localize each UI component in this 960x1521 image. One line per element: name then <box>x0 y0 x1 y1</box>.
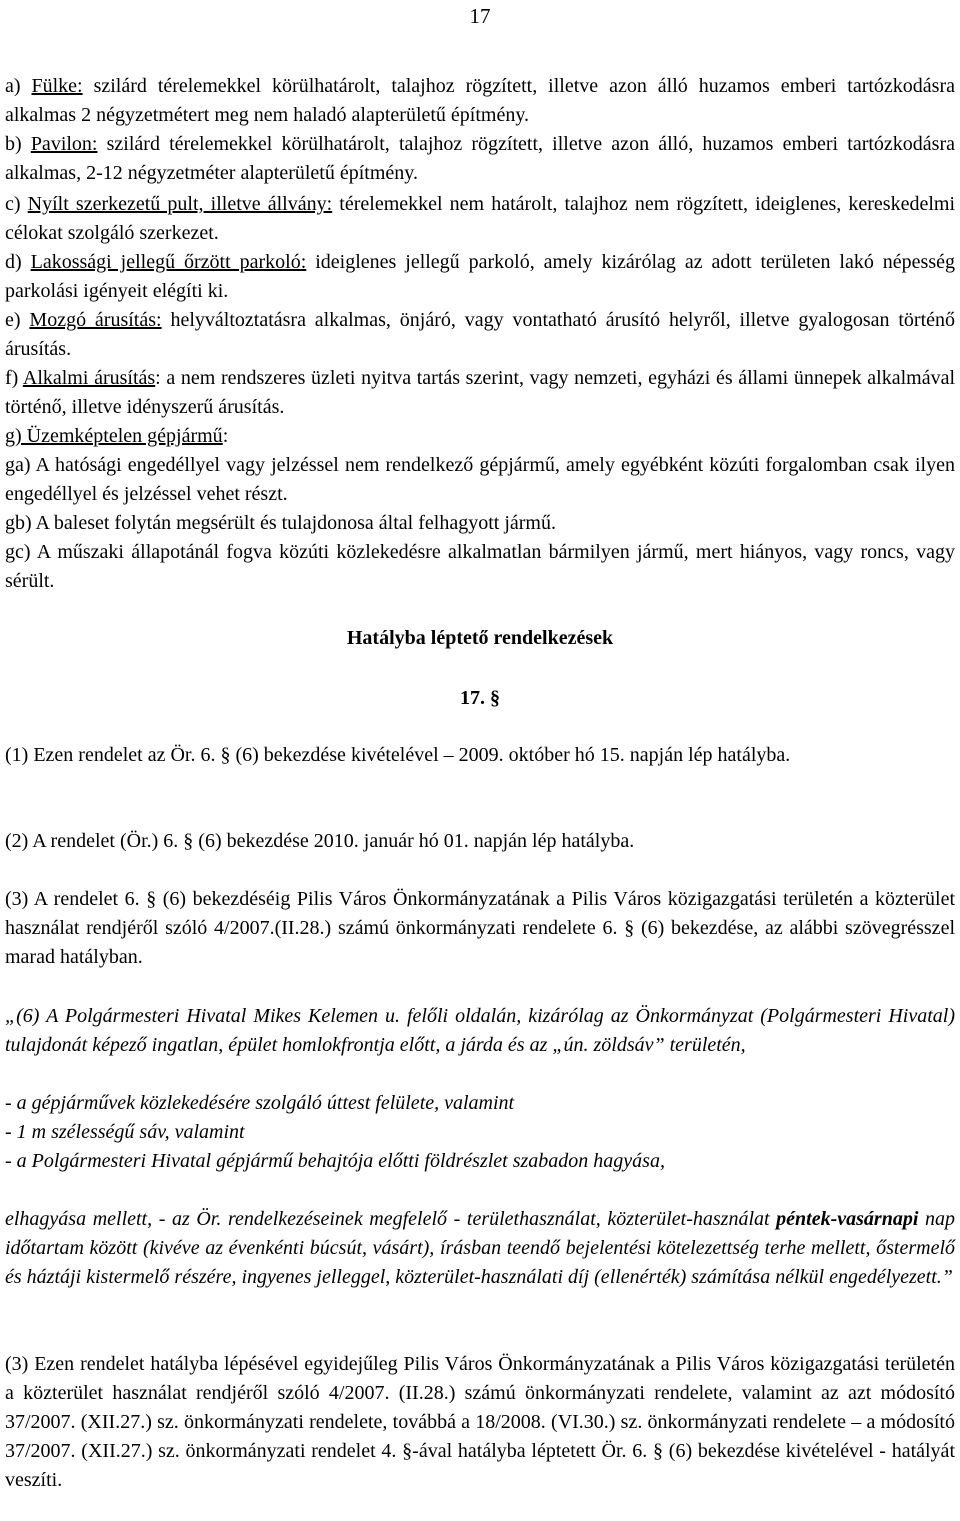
quote-list-item-2: - 1 m szélességű sáv, valamint <box>5 1121 245 1143</box>
section-number: 17. § <box>460 687 500 709</box>
quote-emphasis: péntek-vasárnapi <box>776 1208 919 1230</box>
definition-gb: gb) A baleset folytán megsérült és tulajdonosa által felhagyott jármű. <box>5 512 556 534</box>
definition-ga: ga) A hatósági engedéllyel vagy jelzéssel nem rendelkező gépjármű, amely egyébként közúti forgalomban csak ilyen engedéllyel és jelzéssel vehet részt. <box>5 454 955 505</box>
term-pavilon: Pavilon: <box>30 133 98 155</box>
term-orzott-parkolo: Lakossági jellegű őrzött parkoló: <box>30 251 307 273</box>
definition-e: e) Mozgó árusítás: helyváltoztatásra alkalmas, önjáró, vagy vontatható árusító helyről, illetve gyalogosan történő árusítás. <box>5 309 956 360</box>
paragraph-1: (1) Ezen rendelet az Ör. 6. § (6) bekezdése kivételével – 2009. október hó 15. napján lép hatályba. <box>5 744 791 766</box>
paragraph-3: (3) A rendelet 6. § (6) bekezdéséig Pilis Város Önkormányzatának a Pilis Város közigazgatási területén a közterület használat rendjéről szóló 4/2007.(II.28.) számú önkormányzati rendelete 6. § (6) bekezdése, az alábbi szövegrésszel marad hatályban. <box>5 888 955 968</box>
definition-g: g) Üzemképtelen gépjármű: <box>5 425 229 447</box>
definition-b: b) Pavilon: szilárd térelemekkel körülhatárolt, talajhoz rögzített, illetve azon álló, huzamos emberi tartózkodásra alkalmas, 2-12 négyzetméter alapterületű építmény. <box>5 133 955 184</box>
term-fulke: Fülke: <box>31 75 83 97</box>
term-uzemkeptelen-gepjarmu: g) Üzemképtelen gépjármű <box>5 425 223 447</box>
term-nyilt-szerkezetu-pult: Nyílt szerkezetű pult, illetve állvány: <box>27 193 333 215</box>
final-paragraph: (3) Ezen rendelet hatályba lépésével egyidejűleg Pilis Város Önkormányzatának a Pilis Város közigazgatási területén a közterület használat rendjéről szóló 4/2007. (II.28.) számú önkormányzati rendelete, valamint az azt módosító 37/2007. (XII.27.) sz. önkormányzati rendelete, továbbá a 18/2008. (VI.30.) sz. önkormányzati rendelete – a módosító 37/2007. (XII.27.) sz. önkormányzati rendelet 4. §-ával hatályba léptetett Ör. 6. § (6) bekezdése kivételével - hatályát veszíti. <box>5 1353 955 1491</box>
quote-intro: „(6) A Polgármesteri Hivatal Mikes Kelemen u. felőli oldalán, kizárólag az Önkormányzat (Polgármesteri Hivatal) tulajdonát képező ingatlan, épület homlokfrontja előtt, a járda és az „ún. zöldsáv” területén, <box>5 1005 955 1056</box>
term-alkalmi-arusitas: Alkalmi árusítás <box>22 367 156 389</box>
section-heading: Hatályba léptető rendelkezések <box>346 627 614 649</box>
quote-list-item-3: - a Polgármesteri Hivatal gépjármű behajtója előtti földrészlet szabadon hagyása, <box>5 1150 665 1172</box>
definition-a: a) Fülke: szilárd térelemekkel körülhatárolt, talajhoz rögzített, illetve azon álló huzamos emberi tartózkodásra alkalmas 2 négyzetmétert meg nem haladó alapterületű építmény. <box>5 75 955 126</box>
definition-gc: gc) A műszaki állapotánál fogva közúti közlekedésre alkalmatlan bármilyen jármű, mert hiányos, vagy roncs, vagy sérült. <box>5 541 955 592</box>
paragraph-2: (2) A rendelet (Ör.) 6. § (6) bekezdése 2010. január hó 01. napján lép hatályba. <box>5 830 635 852</box>
quote-list-item-1: - a gépjárművek közlekedésére szolgáló úttest felülete, valamint <box>5 1092 515 1114</box>
page-number: 17 <box>469 4 491 28</box>
term-mozgo-arusitas: Mozgó árusítás: <box>29 309 162 331</box>
quote-continuation: elhagyása mellett, - az Ör. rendelkezéseinek megfelelő - területhasználat, közterület-használat péntek-vasárnapi nap időtartam között (kivéve az évenkénti búcsút, vásárt), írásban teendő bejelentési kötelezettség terhe mellett, őstermelő és háztáji kistermelő részére, ingyenes jelleggel, közterület-használati díj (ellenérték) számítása nélkül engedélyezett.” <box>5 1208 955 1288</box>
definition-c: c) Nyílt szerkezetű pult, illetve állvány: térelemekkel nem határolt, talajhoz nem rögzített, ideiglenes, kereskedelmi célokat szolgáló szerkezet. <box>5 193 956 244</box>
definition-f: f) Alkalmi árusítás: a nem rendszeres üzleti nyitva tartás szerint, vagy nemzeti, egyházi és állami ünnepek alkalmával történő, illetve idényszerű árusítás. <box>5 367 956 418</box>
definition-d: d) Lakossági jellegű őrzött parkoló: ideiglenes jellegű parkoló, amely kizárólag az adott területen lakó népesség parkolási igényeit elégíti ki. <box>5 251 955 302</box>
